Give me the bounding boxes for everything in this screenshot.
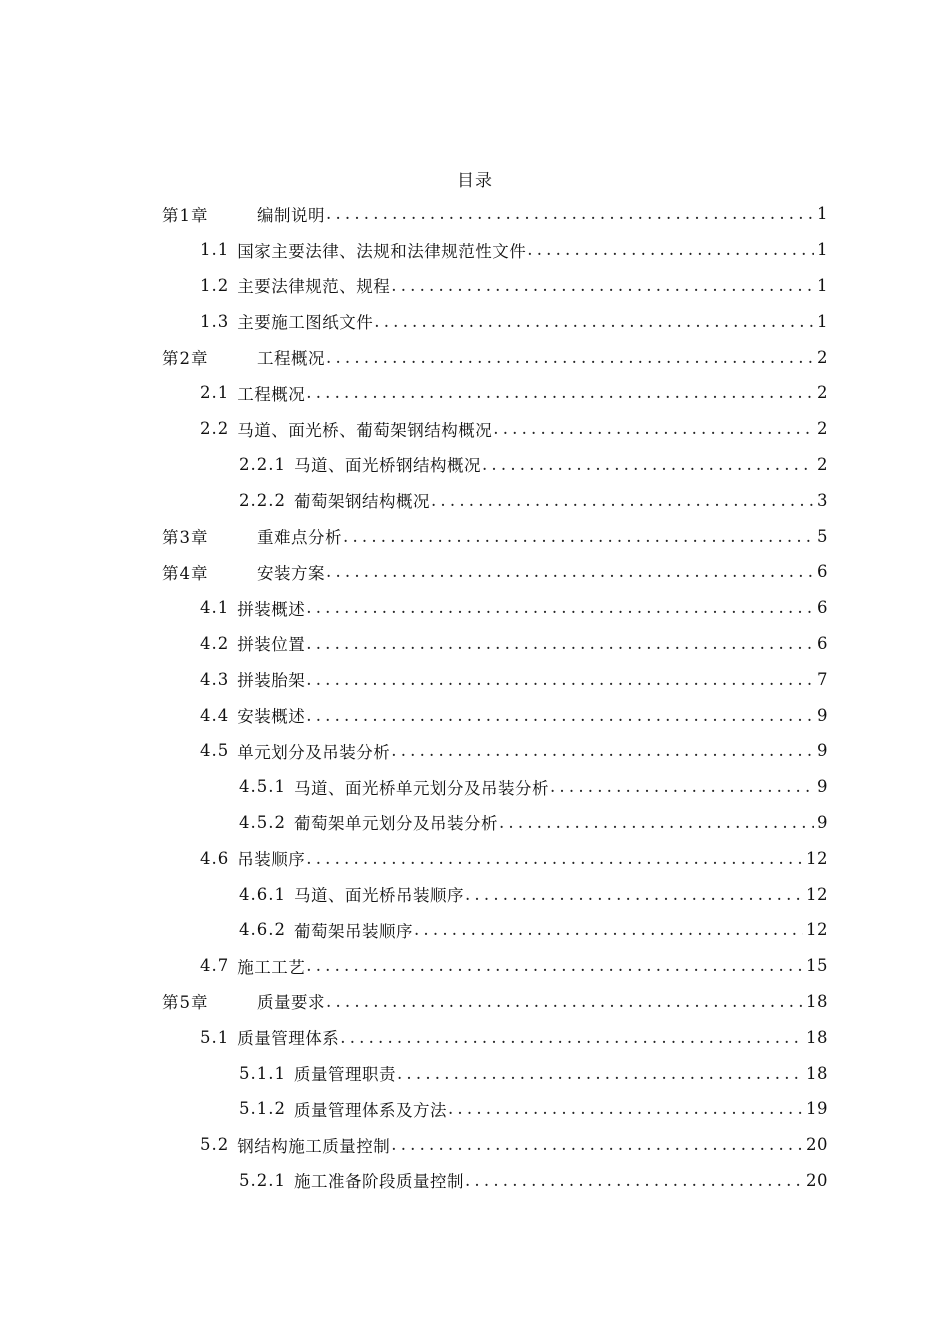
toc-entry-number: 4.5.2 xyxy=(239,812,286,832)
toc-entry-number: 4.3 xyxy=(200,669,230,689)
toc-entry-16[interactable] xyxy=(0,733,950,769)
toc-leader-dots xyxy=(465,885,803,904)
toc-entry-title: 吊装顺序 xyxy=(237,850,306,870)
toc-entry-number: 第1章 xyxy=(162,205,209,225)
toc-entry-row xyxy=(162,560,828,584)
toc-entry-row xyxy=(162,524,828,548)
toc-entry-12[interactable] xyxy=(0,590,950,626)
toc-entry-27[interactable] xyxy=(0,1127,950,1163)
toc-leader-dots xyxy=(340,1028,803,1047)
toc-entry-number: 4.7 xyxy=(200,956,230,976)
toc-entry-page: 2 xyxy=(817,383,828,403)
toc-entry-13[interactable] xyxy=(0,626,950,662)
toc-entry-title: 质量管理职责 xyxy=(293,1065,396,1085)
toc-entry-row xyxy=(200,667,828,691)
toc-entry-page: 12 xyxy=(806,848,828,868)
toc-entry-number: 5.1.2 xyxy=(239,1099,286,1119)
toc-entry-28[interactable] xyxy=(0,1163,950,1199)
toc-entry-page: 18 xyxy=(806,1063,828,1083)
toc-entry-4[interactable] xyxy=(0,303,950,339)
toc-leader-dots xyxy=(391,1135,803,1154)
toc-entry-5[interactable] xyxy=(0,339,950,375)
toc-entry-number: 2.2.2 xyxy=(239,490,286,510)
toc-entry-page: 6 xyxy=(817,633,828,653)
toc-entry-number: 1.3 xyxy=(200,311,230,331)
toc-entry-title: 质量要求 xyxy=(257,993,325,1013)
toc-entry-title: 质量管理体系 xyxy=(237,1029,340,1049)
page-title: 目录 xyxy=(457,171,493,191)
toc-entry-title: 马道、面光桥单元划分及吊装分析 xyxy=(293,778,549,798)
toc-entry-number: 2.2 xyxy=(200,419,230,439)
toc-leader-dots xyxy=(306,849,803,868)
toc-entry-3[interactable] xyxy=(0,268,950,304)
toc-entry-title: 工程概况 xyxy=(237,384,306,404)
toc-entry-page: 2 xyxy=(817,347,828,367)
toc-entry-number: 4.5 xyxy=(200,741,230,761)
toc-entry-title: 马道、面光桥钢结构概况 xyxy=(293,456,481,476)
toc-entry-17[interactable] xyxy=(0,769,950,805)
toc-entry-23[interactable] xyxy=(0,984,950,1020)
toc-entry-row xyxy=(200,631,828,655)
toc-entry-title: 葡萄架钢结构概况 xyxy=(293,492,430,512)
toc-entry-row xyxy=(200,381,828,405)
toc-entry-page: 9 xyxy=(817,705,828,725)
toc-entry-number: 4.6 xyxy=(200,848,230,868)
toc-entry-row xyxy=(200,954,828,978)
toc-leader-dots xyxy=(391,276,814,295)
toc-entry-page: 9 xyxy=(817,777,828,797)
toc-entry-page: 9 xyxy=(817,741,828,761)
toc-entry-title: 质量管理体系及方法 xyxy=(293,1100,447,1120)
toc-entry-row xyxy=(239,775,828,799)
toc-entry-page: 3 xyxy=(817,490,828,510)
toc-entry-title: 主要法律规范、规程 xyxy=(237,277,391,297)
toc-entry-18[interactable] xyxy=(0,805,950,841)
toc-list xyxy=(0,196,950,1198)
toc-entry-row xyxy=(200,1025,828,1049)
toc-entry-number: 5.2.1 xyxy=(239,1170,286,1190)
toc-entry-number: 1.1 xyxy=(200,240,230,260)
toc-entry-row xyxy=(162,202,828,226)
toc-entry-22[interactable] xyxy=(0,948,950,984)
toc-entry-page: 1 xyxy=(817,311,828,331)
toc-entry-row xyxy=(162,989,828,1013)
toc-entry-11[interactable] xyxy=(0,554,950,590)
toc-entry-6[interactable] xyxy=(0,375,950,411)
toc-entry-row xyxy=(200,703,828,727)
toc-leader-dots xyxy=(493,419,814,438)
toc-entry-title: 马道、面光桥、葡萄架钢结构概况 xyxy=(237,420,493,440)
toc-entry-title: 安装方案 xyxy=(257,563,325,583)
toc-entry-page: 12 xyxy=(806,920,828,940)
toc-entry-page: 12 xyxy=(806,884,828,904)
toc-entry-number: 4.6.1 xyxy=(239,884,286,904)
toc-entry-page: 1 xyxy=(817,240,828,260)
toc-entry-page: 1 xyxy=(817,275,828,295)
toc-leader-dots xyxy=(306,706,814,725)
toc-entry-title: 葡萄架吊装顺序 xyxy=(293,921,413,941)
toc-entry-row xyxy=(200,1133,828,1157)
toc-entry-number: 第2章 xyxy=(162,349,209,369)
toc-leader-dots xyxy=(306,670,814,689)
toc-entry-title: 马道、面光桥吊装顺序 xyxy=(293,886,464,906)
toc-leader-dots xyxy=(306,598,814,617)
toc-entry-1[interactable] xyxy=(0,196,950,232)
toc-entry-page: 6 xyxy=(817,598,828,618)
toc-entry-page: 9 xyxy=(817,812,828,832)
toc-leader-dots xyxy=(431,491,814,510)
toc-entry-page: 20 xyxy=(806,1135,828,1155)
toc-leader-dots xyxy=(374,312,814,331)
toc-entry-page: 18 xyxy=(806,1027,828,1047)
toc-leader-dots xyxy=(482,455,814,474)
toc-entry-row xyxy=(200,273,828,297)
toc-entry-number: 4.6.2 xyxy=(239,920,286,940)
toc-entry-9[interactable] xyxy=(0,482,950,518)
toc-entry-page: 20 xyxy=(806,1170,828,1190)
toc-entry-page: 5 xyxy=(817,526,828,546)
toc-entry-10[interactable] xyxy=(0,518,950,554)
toc-entry-title: 国家主要法律、法规和法律规范性文件 xyxy=(237,241,527,261)
toc-entry-title: 拼装概述 xyxy=(237,599,306,619)
toc-entry-row xyxy=(239,452,828,476)
toc-entry-8[interactable] xyxy=(0,447,950,483)
toc-entry-20[interactable] xyxy=(0,876,950,912)
toc-entry-row xyxy=(200,846,828,870)
toc-entry-row xyxy=(200,238,828,262)
toc-entry-title: 重难点分析 xyxy=(257,528,342,548)
toc-entry-row xyxy=(239,882,828,906)
toc-entry-page: 7 xyxy=(817,669,828,689)
toc-entry-15[interactable] xyxy=(0,697,950,733)
toc-entry-row xyxy=(162,345,828,369)
toc-entry-14[interactable] xyxy=(0,661,950,697)
toc-leader-dots xyxy=(326,204,814,223)
toc-entry-number: 第4章 xyxy=(162,563,209,583)
toc-leader-dots xyxy=(326,348,814,367)
toc-entry-number: 第5章 xyxy=(162,993,209,1013)
toc-entry-row xyxy=(239,1061,828,1085)
toc-entry-2[interactable] xyxy=(0,232,950,268)
toc-entry-number: 4.4 xyxy=(200,705,230,725)
toc-leader-dots xyxy=(306,634,814,653)
toc-entry-title: 拼装位置 xyxy=(237,635,306,655)
toc-entry-row xyxy=(239,810,828,834)
toc-entry-7[interactable] xyxy=(0,411,950,447)
toc-entry-row xyxy=(239,1097,828,1121)
toc-entry-title: 主要施工图纸文件 xyxy=(237,313,374,333)
toc-leader-dots xyxy=(343,527,814,546)
toc-entry-title: 单元划分及吊装分析 xyxy=(237,742,391,762)
toc-leader-dots xyxy=(527,240,814,259)
toc-entry-page: 15 xyxy=(806,956,828,976)
toc-entry-number: 4.5.1 xyxy=(239,777,286,797)
toc-entry-title: 钢结构施工质量控制 xyxy=(237,1136,391,1156)
toc-entry-title: 工程概况 xyxy=(257,349,325,369)
toc-entry-title: 葡萄架单元划分及吊装分析 xyxy=(293,814,498,834)
toc-leader-dots xyxy=(306,956,803,975)
toc-entry-number: 第3章 xyxy=(162,528,209,548)
toc-entry-page: 2 xyxy=(817,419,828,439)
toc-entry-number: 4.2 xyxy=(200,633,230,653)
toc-entry-number: 2.1 xyxy=(200,383,230,403)
toc-entry-title: 安装概述 xyxy=(237,707,306,727)
toc-entry-row xyxy=(239,488,828,512)
toc-entry-number: 4.1 xyxy=(200,598,230,618)
toc-entry-page: 18 xyxy=(806,991,828,1011)
toc-leader-dots xyxy=(550,777,814,796)
toc-leader-dots xyxy=(499,813,814,832)
toc-entry-number: 1.2 xyxy=(200,275,230,295)
toc-leader-dots xyxy=(391,741,814,760)
toc-leader-dots xyxy=(326,562,814,581)
toc-entry-row xyxy=(200,596,828,620)
toc-entry-title: 拼装胎架 xyxy=(237,671,306,691)
toc-entry-row xyxy=(200,309,828,333)
toc-entry-row xyxy=(200,417,828,441)
toc-leader-dots xyxy=(397,1064,803,1083)
toc-leader-dots xyxy=(465,1171,803,1190)
toc-entry-number: 5.1.1 xyxy=(239,1063,286,1083)
toc-entry-21[interactable] xyxy=(0,912,950,948)
toc-entry-title: 施工准备阶段质量控制 xyxy=(293,1172,464,1192)
toc-entry-19[interactable] xyxy=(0,840,950,876)
toc-leader-dots xyxy=(326,992,803,1011)
toc-entry-row xyxy=(239,918,828,942)
toc-entry-number: 2.2.1 xyxy=(239,454,286,474)
toc-entry-page: 6 xyxy=(817,562,828,582)
toc-entry-number: 5.2 xyxy=(200,1135,230,1155)
toc-entry-25[interactable] xyxy=(0,1055,950,1091)
toc-entry-row xyxy=(200,739,828,763)
toc-entry-24[interactable] xyxy=(0,1019,950,1055)
toc-entry-title: 编制说明 xyxy=(257,205,325,225)
toc-entry-row xyxy=(239,1168,828,1192)
toc-leader-dots xyxy=(448,1099,803,1118)
toc-entry-page: 2 xyxy=(817,454,828,474)
toc-entry-26[interactable] xyxy=(0,1091,950,1127)
toc-leader-dots xyxy=(306,383,814,402)
toc-leader-dots xyxy=(414,920,803,939)
toc-entry-title: 施工工艺 xyxy=(237,957,306,977)
toc-entry-page: 19 xyxy=(806,1099,828,1119)
toc-entry-page: 1 xyxy=(817,204,828,224)
toc-entry-number: 5.1 xyxy=(200,1027,230,1047)
